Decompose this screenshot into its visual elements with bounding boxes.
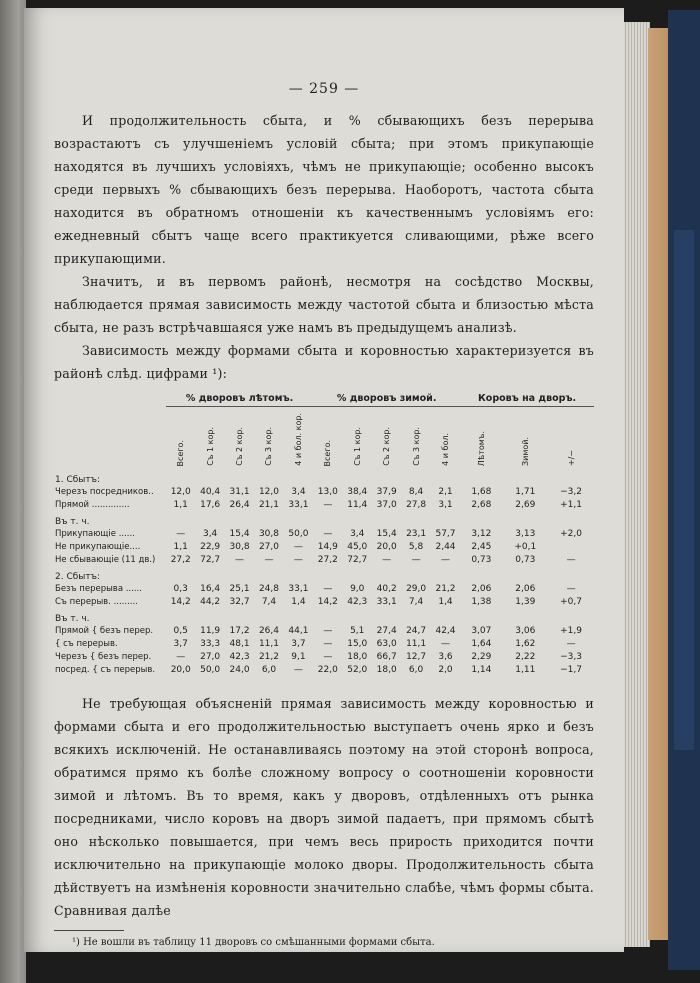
table-cell: 42,3 bbox=[347, 596, 368, 607]
page-edges bbox=[620, 22, 650, 947]
table-cell: 40,4 bbox=[200, 486, 221, 497]
table-cell: 27,0 bbox=[258, 541, 279, 552]
table-cell: — bbox=[566, 554, 576, 565]
table-section-label: Въ т. ч. bbox=[55, 517, 90, 527]
table-section-row bbox=[54, 566, 594, 582]
table-row-label: посред. { съ перерыв. bbox=[55, 664, 156, 675]
table-cell: — bbox=[293, 541, 303, 552]
table-group-header-row bbox=[54, 393, 594, 407]
table-cell: 13,0 bbox=[317, 486, 338, 497]
table-subheader bbox=[313, 407, 342, 470]
table-cell: 1,39 bbox=[515, 596, 536, 607]
table-cell: 33,1 bbox=[288, 583, 309, 594]
table-section-label: 1. Сбытъ: bbox=[55, 475, 101, 485]
table-cell: 26,4 bbox=[229, 499, 250, 510]
table-cell: 44,1 bbox=[288, 625, 309, 636]
table-cell: 48,1 bbox=[229, 638, 250, 649]
table-cell: 3,1 bbox=[438, 499, 453, 510]
table-cell: 1,14 bbox=[471, 664, 492, 675]
table-cell: — bbox=[264, 554, 274, 565]
table-cell: — bbox=[566, 583, 576, 594]
table-row-label: { съ перерыв. bbox=[55, 638, 118, 649]
table-cell: — bbox=[176, 651, 186, 662]
table-row-label: Не прикупающіе.... bbox=[55, 541, 141, 552]
table-cell: 22,0 bbox=[317, 664, 338, 675]
book-cover bbox=[668, 10, 700, 970]
table-section-row bbox=[54, 511, 594, 527]
table-subheader-label: Съ 1 кор. bbox=[205, 427, 215, 466]
table-cell: 7,4 bbox=[261, 596, 277, 607]
table-subheader bbox=[284, 407, 313, 470]
table-cell: — bbox=[293, 554, 303, 565]
table-cell: +0,7 bbox=[560, 596, 582, 607]
paragraph: Зависимость между формами сбыта и коровностью характеризуется въ районѣ слѣд. цифрами ¹): bbox=[54, 343, 594, 381]
table-subheader-label: Всего. bbox=[323, 439, 333, 466]
table-cell: 3,4 bbox=[350, 528, 365, 539]
table-cell: −3,3 bbox=[560, 651, 582, 662]
table-cell: 0,73 bbox=[471, 554, 492, 565]
table-cell: 50,0 bbox=[288, 528, 309, 539]
table-cell: 6,0 bbox=[261, 664, 277, 675]
table-cell: 72,7 bbox=[200, 554, 221, 565]
table-cell: 1,68 bbox=[471, 486, 492, 497]
table-cell: 1,1 bbox=[173, 541, 188, 552]
table-cell: — bbox=[566, 638, 576, 649]
table-cell: +0,1 bbox=[514, 541, 537, 552]
table-cell: 20,0 bbox=[170, 664, 191, 675]
table-cell: 45,0 bbox=[347, 541, 368, 552]
table-cell: 37,9 bbox=[376, 486, 397, 497]
table-subheader-label: Зимой. bbox=[520, 437, 530, 466]
table-subheader bbox=[225, 407, 254, 470]
table-subheader bbox=[166, 407, 195, 470]
table-cell: — bbox=[411, 554, 421, 565]
table-cell: 50,0 bbox=[200, 664, 221, 675]
table-cell: 42,3 bbox=[229, 651, 250, 662]
table-cell: −1,7 bbox=[560, 664, 582, 675]
table-cell: 2,44 bbox=[435, 541, 456, 552]
table-row-label: Прямой { безъ перер. bbox=[55, 625, 154, 636]
footnote: ¹) Не вошли въ таблицу 11 дворовъ со смѣшанными формами сбыта. bbox=[72, 937, 435, 948]
table-cell: 27,8 bbox=[406, 499, 427, 510]
table-subheader-label: Съ 2 кор. bbox=[382, 427, 392, 466]
table-subheader-label: Всего. bbox=[176, 439, 186, 466]
table-cell: — bbox=[441, 554, 450, 565]
table-cell: 1,4 bbox=[438, 596, 453, 607]
table-cell: 14,2 bbox=[170, 596, 191, 607]
table-cell: 40,2 bbox=[376, 583, 397, 594]
table-subheader-label: +/− bbox=[566, 449, 576, 466]
table-cell: 8,4 bbox=[408, 486, 424, 497]
table-cell: 3,06 bbox=[515, 625, 536, 636]
table-subheader-row bbox=[54, 407, 594, 470]
table-cell: 1,4 bbox=[291, 596, 306, 607]
table-cell: 31,1 bbox=[229, 486, 250, 497]
table-cell: 72,7 bbox=[347, 554, 368, 565]
table-subheader-label: Съ 3 кор. bbox=[264, 427, 274, 466]
group-header-winter: % дворовъ зимой. bbox=[313, 393, 460, 407]
table-cell: 3,12 bbox=[471, 528, 492, 539]
table-cell: 23,1 bbox=[406, 528, 427, 539]
table-row bbox=[54, 540, 594, 553]
table-cell: 11,1 bbox=[406, 638, 427, 649]
table-cell: — bbox=[323, 625, 333, 636]
table-subheader bbox=[343, 407, 372, 470]
table-cell: 3,7 bbox=[173, 638, 188, 649]
table-cell: 27,2 bbox=[170, 554, 191, 565]
table-cell: 38,4 bbox=[347, 486, 368, 497]
table-cell: 21,2 bbox=[258, 651, 279, 662]
table-row bbox=[54, 582, 594, 595]
table-row-label: Черезъ посредников.. bbox=[55, 486, 154, 497]
table-cell: 24,8 bbox=[258, 583, 279, 594]
table-cell: 12,7 bbox=[406, 651, 427, 662]
page-content bbox=[54, 8, 594, 948]
table-cell: 63,0 bbox=[376, 638, 397, 649]
table-cell: +1,9 bbox=[560, 625, 582, 636]
table-cell: 3,6 bbox=[438, 651, 453, 662]
group-header-cows: Коровъ на дворъ. bbox=[460, 393, 594, 407]
data-table bbox=[54, 393, 594, 676]
table-row bbox=[54, 498, 594, 511]
table-row-label: Безъ перерыва ...... bbox=[55, 583, 142, 594]
table-subheader-label: 4 и бол. bbox=[441, 433, 450, 466]
table-cell: 30,8 bbox=[258, 528, 279, 539]
footnote-rule bbox=[54, 930, 124, 931]
table-cell: 11,1 bbox=[258, 638, 279, 649]
table-cell: 7,4 bbox=[408, 596, 424, 607]
table-cell: 18,0 bbox=[376, 664, 397, 675]
paragraph: И продолжительность сбыта, и % сбывающихъ безъ перерыва возрастаютъ съ улучшеніемъ условій сбыта; при этомъ прикупающіе находятся въ лучшихъ условіяхъ, чѣмъ не прикупающіе; особенно высокъ среди первыхъ % сбывающихъ безъ перерыва. Наоборотъ, частота сбыта находится въ обратномъ отношеніи къ качественнымъ условіямъ его: ежедневный сбытъ чаще всего практикуется сливающими, рѣже всего прикупающими. bbox=[54, 113, 594, 266]
table-row-label: Прямой .............. bbox=[55, 499, 130, 510]
table-cell: — bbox=[323, 638, 333, 649]
table-row bbox=[54, 663, 594, 676]
table-subheader bbox=[431, 407, 460, 470]
table-cell: 2,45 bbox=[471, 541, 492, 552]
table-cell: — bbox=[176, 528, 186, 539]
table-cell: 24,0 bbox=[229, 664, 250, 675]
table-subheader-label: Съ 3 кор. bbox=[411, 427, 421, 466]
table-cell: 15,4 bbox=[376, 528, 397, 539]
table-cell: 15,4 bbox=[229, 528, 250, 539]
table-cell: 2,68 bbox=[471, 499, 492, 510]
table-cell: 21,2 bbox=[435, 583, 456, 594]
table-cell: — bbox=[323, 651, 333, 662]
table-cell: 66,7 bbox=[376, 651, 397, 662]
table-cell: 22,9 bbox=[200, 541, 221, 552]
table-cell: 52,0 bbox=[347, 664, 368, 675]
table-cell: 33,1 bbox=[376, 596, 397, 607]
table-subheader-label: Съ 2 кор. bbox=[235, 427, 245, 466]
table-cell: — bbox=[382, 554, 392, 565]
table-cell: — bbox=[441, 638, 450, 649]
table-row-label: Съ перерыв. ......... bbox=[55, 596, 138, 607]
table-row bbox=[54, 624, 594, 637]
table-cell: 9,0 bbox=[350, 583, 365, 594]
table-cell: 2,69 bbox=[515, 499, 536, 510]
table-cell: 33,3 bbox=[200, 638, 221, 649]
table-cell: 57,7 bbox=[435, 528, 456, 539]
table-cell: 12,0 bbox=[170, 486, 191, 497]
table-cell: 1,11 bbox=[515, 664, 536, 675]
table-cell: 27,0 bbox=[200, 651, 221, 662]
table-cell: 1,38 bbox=[471, 596, 492, 607]
table-cell: 9,1 bbox=[291, 651, 306, 662]
table-cell: 27,2 bbox=[317, 554, 338, 565]
table-row-label: Не сбывающіе (11 дв.) bbox=[55, 554, 156, 565]
table-cell: 5,1 bbox=[350, 625, 365, 636]
table-cell: 0,73 bbox=[515, 554, 536, 565]
table-cell: 3,4 bbox=[202, 528, 218, 539]
table-cell: 0,5 bbox=[173, 625, 188, 636]
table-cell: 16,4 bbox=[200, 583, 221, 594]
table-cell: 14,9 bbox=[317, 541, 338, 552]
table-cell: 20,0 bbox=[376, 541, 397, 552]
table-cell: 18,0 bbox=[347, 651, 368, 662]
table-cell: 30,8 bbox=[229, 541, 250, 552]
table-section-label: 2. Сбытъ: bbox=[55, 572, 101, 582]
table-cell: −3,2 bbox=[560, 486, 582, 497]
table-cell: — bbox=[323, 499, 333, 510]
table-cell: 3,7 bbox=[291, 638, 306, 649]
page-number: — 259 — bbox=[288, 81, 360, 97]
table-cell: 17,6 bbox=[200, 499, 221, 510]
table-subheader bbox=[254, 407, 283, 470]
table-subheader bbox=[401, 407, 430, 470]
table-cell: 2,1 bbox=[438, 486, 453, 497]
table-cell: 11,4 bbox=[347, 499, 368, 510]
table-cell: 25,1 bbox=[229, 583, 250, 594]
table-cell: 32,7 bbox=[229, 596, 250, 607]
table-cell: 44,2 bbox=[200, 596, 221, 607]
table-row bbox=[54, 650, 594, 663]
table-subheader bbox=[372, 407, 401, 470]
table-cell: 12,0 bbox=[258, 486, 279, 497]
table-cell: 26,4 bbox=[258, 625, 279, 636]
table-row-label: Прикупающіе ...... bbox=[55, 528, 135, 539]
table-cell: +2,0 bbox=[560, 528, 582, 539]
table-cell: 2,22 bbox=[515, 651, 536, 662]
table-subheader bbox=[502, 407, 548, 470]
table-cell: 14,2 bbox=[317, 596, 338, 607]
table-section-row bbox=[54, 469, 594, 485]
table-cell: 42,4 bbox=[435, 625, 456, 636]
table-cell: 2,06 bbox=[515, 583, 536, 594]
table-cell: 15,0 bbox=[347, 638, 368, 649]
left-page-edge bbox=[0, 0, 26, 983]
table-subheader bbox=[195, 407, 224, 470]
table-row bbox=[54, 553, 594, 566]
table-body bbox=[54, 469, 594, 676]
table-cell: 0,3 bbox=[173, 583, 188, 594]
paragraph: Не требующая объясненій прямая зависимость между коровностью и формами сбыта и его продолжительностью выступаетъ очень ярко и безъ всякихъ исключеній. Не останавливаясь поэтому на этой сторонѣ вопроса, обратимся прямо къ болѣе сложному вопросу о соотношеніи коровности зимой и лѣтомъ. Въ то время, какъ у дворовъ, отдѣленныхъ отъ рынка посредниками, число коровъ на дворъ зимой падаетъ, при прямомъ сбытѣ оно нѣсколько повышается, при чемъ весь прирость приходится почти исключительно на прикупающіе молоко дворы. Продолжительность сбыта дѣйствуетъ на измѣненія коровности значительно слабѣе, чѣмъ формы сбыта. Сравнивая далѣе bbox=[54, 696, 594, 918]
table-subheader-label: Съ 1 кор. bbox=[352, 427, 362, 466]
table-cell: 21,1 bbox=[258, 499, 279, 510]
table-cell: 27,4 bbox=[376, 625, 397, 636]
table-subheader-label: Лѣтомъ. bbox=[476, 430, 486, 466]
table-cell: 1,71 bbox=[515, 486, 536, 497]
table-cell: 11,9 bbox=[200, 625, 221, 636]
group-header-summer: % дворовъ лѣтомъ. bbox=[166, 393, 313, 407]
table-row bbox=[54, 595, 594, 608]
table-cell: 24,7 bbox=[406, 625, 427, 636]
table-cell: 6,0 bbox=[408, 664, 424, 675]
table-cell: 2,0 bbox=[438, 664, 453, 675]
table-cell: 3,07 bbox=[471, 625, 492, 636]
table-row bbox=[54, 637, 594, 650]
table-subheader-label: 4 и бол. кор. bbox=[293, 413, 303, 466]
table-cell: 5,8 bbox=[408, 541, 424, 552]
table-cell: 2,29 bbox=[471, 651, 492, 662]
table-cell: 37,0 bbox=[376, 499, 397, 510]
table-cell: — bbox=[323, 583, 333, 594]
book-page bbox=[24, 8, 624, 952]
table-cell: — bbox=[235, 554, 245, 565]
table-cell: 29,0 bbox=[406, 583, 427, 594]
table-section-label: Въ т. ч. bbox=[55, 614, 90, 624]
table-cell: 17,2 bbox=[229, 625, 250, 636]
table-subheader bbox=[460, 407, 502, 470]
table-row-label: Черезъ { безъ перер. bbox=[55, 651, 152, 662]
table-cell: 3,4 bbox=[291, 486, 306, 497]
table-subheader bbox=[548, 407, 594, 470]
table-cell: 1,62 bbox=[515, 638, 536, 649]
table-cell: — bbox=[293, 664, 303, 675]
table-cell: 1,64 bbox=[471, 638, 492, 649]
table-cell: +1,1 bbox=[560, 499, 582, 510]
table-row bbox=[54, 527, 594, 540]
table-section-row bbox=[54, 608, 594, 624]
table-row bbox=[54, 485, 594, 498]
table-cell: — bbox=[323, 528, 333, 539]
table-cell: 2,06 bbox=[471, 583, 492, 594]
table-cell: 3,13 bbox=[515, 528, 536, 539]
paragraph: Значитъ, и въ первомъ районѣ, несмотря на сосѣдство Москвы, наблюдается прямая зависимость между частотой сбыта и близостью мѣста сбыта, не разъ встрѣчавшаяся уже намъ въ предыдущемъ анализѣ. bbox=[54, 274, 594, 335]
table-cell: 1,1 bbox=[173, 499, 188, 510]
table-cell: 33,1 bbox=[288, 499, 309, 510]
